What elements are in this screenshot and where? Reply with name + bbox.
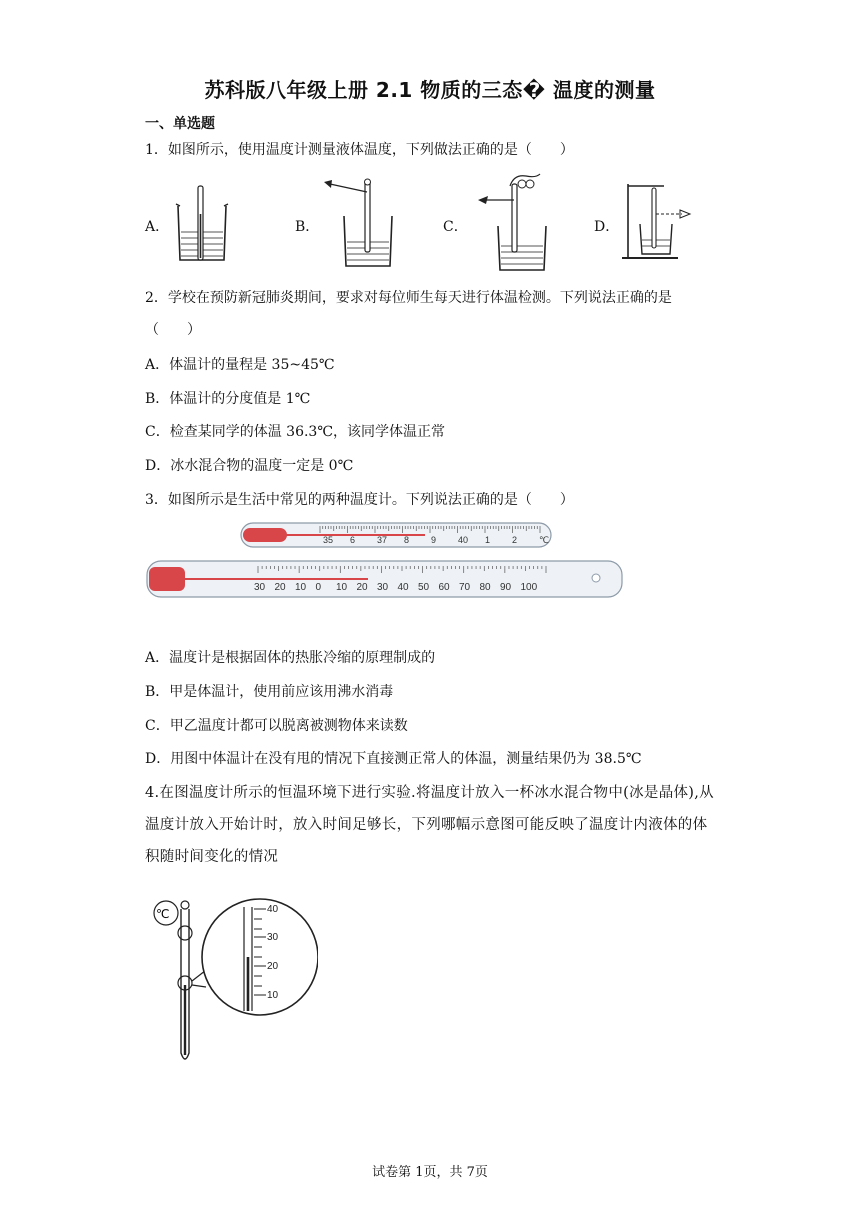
q1-stem: 1．如图所示，使用温度计测量液体温度，下列做法正确的是（ ） [145,142,574,158]
q1-figure-a [172,184,232,264]
lab-scale-label: 70 [459,582,471,593]
q4-scale-30: 30 [267,932,279,943]
lab-scale-label: 60 [438,582,450,593]
clinical-scale-label: 40 [458,535,469,545]
clinical-scale-label: 35 [323,535,334,545]
lab-scale-label: 40 [397,582,409,593]
lab-scale-label: 20 [356,582,368,593]
clinical-scale-label: 37 [377,535,388,545]
clinical-scale-label: 6 [350,535,356,545]
q4-scale-40: 40 [267,904,279,915]
lab-scale-label: 10 [295,582,307,593]
lab-scale-label: 50 [418,582,430,593]
q2-option-b: B．体温计的分度值是 1℃ [145,391,311,407]
q3-option-b: B．甲是体温计，使用前应该用沸水消毒 [145,684,394,700]
clinical-scale-label: 2 [512,535,518,545]
lab-scale-label: 30 [377,582,389,593]
lab-scale-label: 20 [274,582,286,593]
q1-option-a-label: A． [145,219,170,235]
q4-scale-20: 20 [267,961,279,972]
q2-option-d: D．冰水混合物的温度一定是 0℃ [145,458,354,474]
clinical-scale-label: ℃ [539,535,550,545]
q2-stem-line2: （ ） [145,322,201,338]
lab-scale-label: 90 [500,582,512,593]
clinical-scale-label: 9 [431,535,437,545]
q3-stem: 3．如图所示是生活中常见的两种温度计。下列说法正确的是（ ） [145,492,574,508]
page-title: 苏科版八年级上册 2.1 物质的三态� 温度的测量 [204,78,656,102]
q2-option-a: A．体温计的量程是 35~45℃ [145,357,335,373]
q1-option-b-label: B． [295,219,320,235]
q3-lab-thermometer [146,558,626,602]
clinical-scale-label: 1 [485,535,491,545]
q4-unit-label: ℃ [156,907,170,921]
q3-option-c: C．甲乙温度计都可以脱离被测物体来读数 [145,718,408,734]
section-heading: 一、单选题 [145,116,215,132]
q3-option-d: D．用图中体温计在没有甩的情况下直接测正常人的体温，测量结果仍为 38.5℃ [145,751,642,767]
q2-option-c: C．检查某同学的体温 36.3℃，该同学体温正常 [145,424,445,440]
lab-scale-label: 0 [315,582,322,593]
q4-stem: 4.在图温度计所示的恒温环境下进行实验.将温度计放入一杯冰水混合物中(冰是晶体),从温度计放入开始计时，放入时间足够长，下列哪幅示意图可能反映了温度计内液体的体积随时间变化的情况 [145,785,714,865]
clinical-scale-label: 8 [404,535,410,545]
q3-option-a: A．温度计是根据固体的热胀冷缩的原理制成的 [145,650,436,666]
page-footer: 试卷第 1页，共 7页 [372,1165,488,1180]
lab-scale-label: 10 [336,582,348,593]
q4-scale-10: 10 [267,990,279,1001]
lab-scale-label: 30 [254,582,266,593]
q1-figure-d [620,178,700,268]
q2-stem-line1: 2．学校在预防新冠肺炎期间，要求对每位师生每天进行体温检测。下列说法正确的是 [145,290,672,306]
q3-clinical-thermometer [240,520,555,552]
lab-scale-label: 100 [520,582,538,593]
q1-figure-c [470,170,560,274]
lab-scale-label: 80 [479,582,491,593]
q1-option-c-label: C． [443,219,468,235]
q4-thermometer-figure [148,893,318,1068]
q1-figure-b [320,176,400,270]
q1-option-d-label: D． [594,219,620,235]
